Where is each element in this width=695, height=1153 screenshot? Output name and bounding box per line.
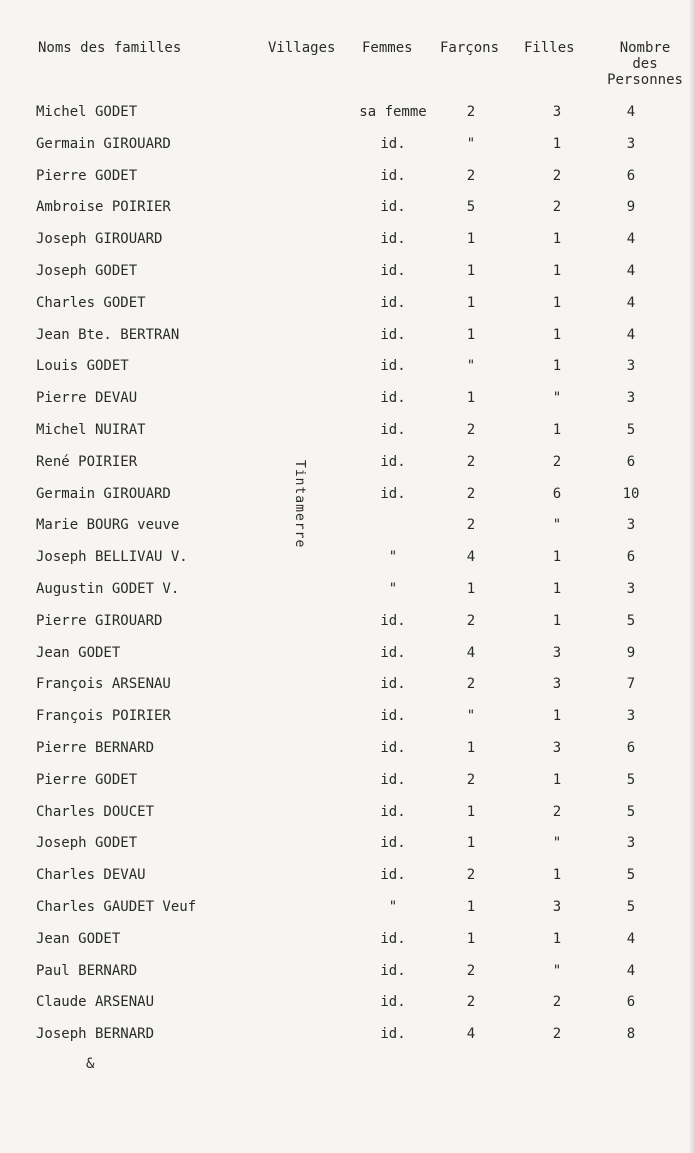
family-name: Pierre GODET: [36, 771, 138, 788]
total-cell: 6: [626, 453, 636, 470]
femme-cell: id.: [380, 771, 406, 788]
farcons-cell: 2: [466, 994, 476, 1011]
farcons-cell: 2: [466, 167, 476, 184]
farcons-cell: 1: [466, 835, 476, 852]
filles-cell: 1: [552, 612, 562, 629]
family-name: Joseph BERNARD: [36, 1026, 155, 1043]
total-cell: 9: [626, 644, 636, 661]
table-row: [0, 613, 695, 631]
table-row: [0, 804, 695, 822]
total-cell: 5: [626, 422, 636, 438]
table-row: [0, 676, 695, 694]
family-name: Germain GIROUARD: [36, 135, 171, 152]
total-cell: 3: [626, 135, 636, 152]
total-cell: 4: [626, 326, 636, 343]
farcons-cell: ": [466, 358, 476, 375]
farcons-cell: 2: [466, 962, 476, 979]
family-name: Charles DEVAU: [36, 867, 146, 884]
farcons-cell: 2: [466, 485, 476, 502]
family-name: Michel GODET: [36, 104, 138, 120]
table-row: [0, 231, 695, 249]
family-name: Joseph GODET: [36, 835, 138, 852]
farcons-cell: 2: [466, 867, 476, 884]
filles-cell: ": [552, 517, 562, 534]
filles-cell: 3: [552, 740, 562, 756]
filles-cell: 3: [552, 899, 562, 915]
header-farcons: Farçons: [440, 40, 500, 56]
filles-cell: ": [552, 962, 562, 979]
total-cell: 9: [626, 199, 636, 216]
footer-mark: &: [86, 1056, 95, 1072]
total-cell: 4: [626, 231, 636, 248]
family-name: Paul BERNARD: [36, 962, 138, 979]
farcons-cell: 1: [466, 231, 476, 248]
family-name: Pierre BERNARD: [36, 740, 155, 756]
total-cell: 3: [626, 517, 636, 534]
table-row: [0, 422, 695, 440]
femme-cell: id.: [380, 231, 406, 248]
filles-cell: 1: [552, 867, 562, 884]
family-name: René POIRIER: [36, 453, 138, 470]
header-nombre-line2: des: [632, 56, 658, 72]
filles-cell: 1: [552, 326, 562, 343]
family-name: Louis GODET: [36, 358, 129, 375]
table-row: [0, 899, 695, 917]
table-row: [0, 1026, 695, 1044]
family-name: Charles DOUCET: [36, 803, 155, 820]
femme-cell: id.: [380, 1026, 406, 1043]
femme-cell: id.: [380, 676, 406, 693]
femme-cell: id.: [380, 135, 406, 152]
femme-cell: sa femme: [359, 104, 427, 120]
farcons-cell: 2: [466, 612, 476, 629]
femme-cell: id.: [380, 930, 406, 947]
femme-cell: id.: [380, 644, 406, 661]
family-name: Jean GODET: [36, 644, 121, 661]
total-cell: 4: [626, 962, 636, 979]
table-row: [0, 581, 695, 599]
table-row: [0, 740, 695, 758]
family-name: Michel NUIRAT: [36, 422, 146, 438]
family-name: Jean Bte. BERTRAN: [36, 326, 180, 343]
total-cell: 3: [626, 708, 636, 725]
filles-cell: 1: [552, 422, 562, 438]
filles-cell: 1: [552, 930, 562, 947]
farcons-cell: 2: [466, 517, 476, 534]
total-cell: 5: [626, 867, 636, 884]
femme-cell: id.: [380, 867, 406, 884]
family-name: Jean GODET: [36, 930, 121, 947]
header-nombre: [600, 40, 690, 88]
family-name: Claude ARSENAU: [36, 994, 155, 1011]
table-row: [0, 263, 695, 281]
farcons-cell: 2: [466, 771, 476, 788]
farcons-cell: ": [466, 135, 476, 152]
total-cell: 3: [626, 358, 636, 375]
filles-cell: 3: [552, 676, 562, 693]
family-name: François ARSENAU: [36, 676, 171, 693]
header-femmes: Femmes: [362, 40, 413, 56]
farcons-cell: 1: [466, 899, 476, 915]
filles-cell: 2: [552, 167, 562, 184]
farcons-cell: 1: [466, 930, 476, 947]
total-cell: 8: [626, 1026, 636, 1043]
table-row: [0, 867, 695, 885]
total-cell: 6: [626, 994, 636, 1011]
filles-cell: 1: [552, 771, 562, 788]
table-row: [0, 517, 695, 535]
farcons-cell: 1: [466, 390, 476, 407]
family-name: Augustin GODET V.: [36, 581, 180, 597]
family-name: Joseph GIROUARD: [36, 231, 163, 248]
table-row: [0, 708, 695, 726]
filles-cell: 3: [552, 644, 562, 661]
filles-cell: 2: [552, 1026, 562, 1043]
family-name: Charles GAUDET Veuf: [36, 899, 197, 915]
femme-cell: id.: [380, 994, 406, 1011]
table-row: [0, 454, 695, 472]
filles-cell: 1: [552, 581, 562, 597]
table-row: [0, 327, 695, 345]
total-cell: 6: [626, 549, 636, 566]
family-name: François POIRIER: [36, 708, 171, 725]
filles-cell: 2: [552, 803, 562, 820]
family-name: Joseph BELLIVAU V.: [36, 549, 188, 566]
header-nombre-line1: Nombre: [619, 40, 671, 56]
femme-cell: id.: [380, 294, 406, 311]
table-row: [0, 486, 695, 504]
family-name: Joseph GODET: [36, 263, 138, 279]
farcons-cell: 1: [466, 294, 476, 311]
femme-cell: id.: [380, 390, 406, 407]
total-cell: 3: [626, 581, 636, 597]
table-row: [0, 772, 695, 790]
femme-cell: id.: [380, 326, 406, 343]
table-row: [0, 931, 695, 949]
femme-cell: id.: [380, 962, 406, 979]
total-cell: 6: [626, 167, 636, 184]
village-label: Tintamerre: [292, 460, 307, 549]
femme-cell: id.: [380, 358, 406, 375]
total-cell: 10: [622, 485, 640, 502]
femme-cell: id.: [380, 422, 406, 438]
femme-cell: id.: [380, 485, 406, 502]
family-name: Marie BOURG veuve: [36, 517, 180, 534]
filles-cell: 2: [552, 199, 562, 216]
table-row: [0, 358, 695, 376]
femme-cell: id.: [380, 199, 406, 216]
filles-cell: 1: [552, 294, 562, 311]
filles-cell: 3: [552, 104, 562, 120]
table-row: [0, 168, 695, 186]
total-cell: 4: [626, 294, 636, 311]
table-row: [0, 295, 695, 313]
femme-cell: id.: [380, 263, 406, 279]
family-name: Ambroise POIRIER: [36, 199, 171, 216]
farcons-cell: 2: [466, 676, 476, 693]
farcons-cell: 2: [466, 453, 476, 470]
page-edge: [689, 0, 695, 1153]
femme-cell: id.: [380, 803, 406, 820]
filles-cell: ": [552, 835, 562, 852]
femme-cell: ": [388, 899, 398, 915]
family-name: Pierre DEVAU: [36, 390, 138, 407]
filles-cell: 1: [552, 135, 562, 152]
table-row: [0, 835, 695, 853]
filles-cell: 2: [552, 994, 562, 1011]
total-cell: 5: [626, 899, 636, 915]
femme-cell: id.: [380, 167, 406, 184]
table-row: [0, 136, 695, 154]
header-filles: Filles: [524, 40, 575, 56]
farcons-cell: 1: [466, 326, 476, 343]
farcons-cell: 1: [466, 740, 476, 756]
farcons-cell: 4: [466, 549, 476, 566]
total-cell: 5: [626, 612, 636, 629]
farcons-cell: 4: [466, 1026, 476, 1043]
femme-cell: ": [388, 581, 398, 597]
farcons-cell: 4: [466, 644, 476, 661]
total-cell: 3: [626, 835, 636, 852]
table-row: [0, 549, 695, 567]
family-name: Pierre GIROUARD: [36, 612, 163, 629]
total-cell: 5: [626, 771, 636, 788]
header-noms: Noms des familles: [38, 40, 182, 56]
table-row: [0, 390, 695, 408]
femme-cell: id.: [380, 612, 406, 629]
total-cell: 6: [626, 740, 636, 756]
femme-cell: id.: [380, 835, 406, 852]
farcons-cell: 2: [466, 422, 476, 438]
family-name: Germain GIROUARD: [36, 485, 171, 502]
table-row: [0, 963, 695, 981]
femme-cell: id.: [380, 708, 406, 725]
farcons-cell: 1: [466, 581, 476, 597]
filles-cell: ": [552, 390, 562, 407]
femme-cell: ": [388, 549, 398, 566]
farcons-cell: 2: [466, 104, 476, 120]
total-cell: 4: [626, 263, 636, 279]
filles-cell: 1: [552, 263, 562, 279]
total-cell: 4: [626, 930, 636, 947]
header-nombre-line3: Personnes: [607, 72, 683, 88]
family-name: Charles GODET: [36, 294, 146, 311]
filles-cell: 1: [552, 549, 562, 566]
farcons-cell: 1: [466, 263, 476, 279]
table-row: [0, 645, 695, 663]
filles-cell: 1: [552, 708, 562, 725]
femme-cell: id.: [380, 453, 406, 470]
total-cell: 7: [626, 676, 636, 693]
table-row: [0, 994, 695, 1012]
total-cell: 3: [626, 390, 636, 407]
filles-cell: 2: [552, 453, 562, 470]
femme-cell: id.: [380, 740, 406, 756]
header-villages: Villages: [268, 40, 336, 56]
total-cell: 4: [626, 104, 636, 120]
farcons-cell: 1: [466, 803, 476, 820]
total-cell: 5: [626, 803, 636, 820]
family-name: Pierre GODET: [36, 167, 138, 184]
filles-cell: 1: [552, 358, 562, 375]
farcons-cell: ": [466, 708, 476, 725]
farcons-cell: 5: [466, 199, 476, 216]
filles-cell: 1: [552, 231, 562, 248]
table-row: [0, 199, 695, 217]
table-row: [0, 104, 695, 122]
filles-cell: 6: [552, 485, 562, 502]
